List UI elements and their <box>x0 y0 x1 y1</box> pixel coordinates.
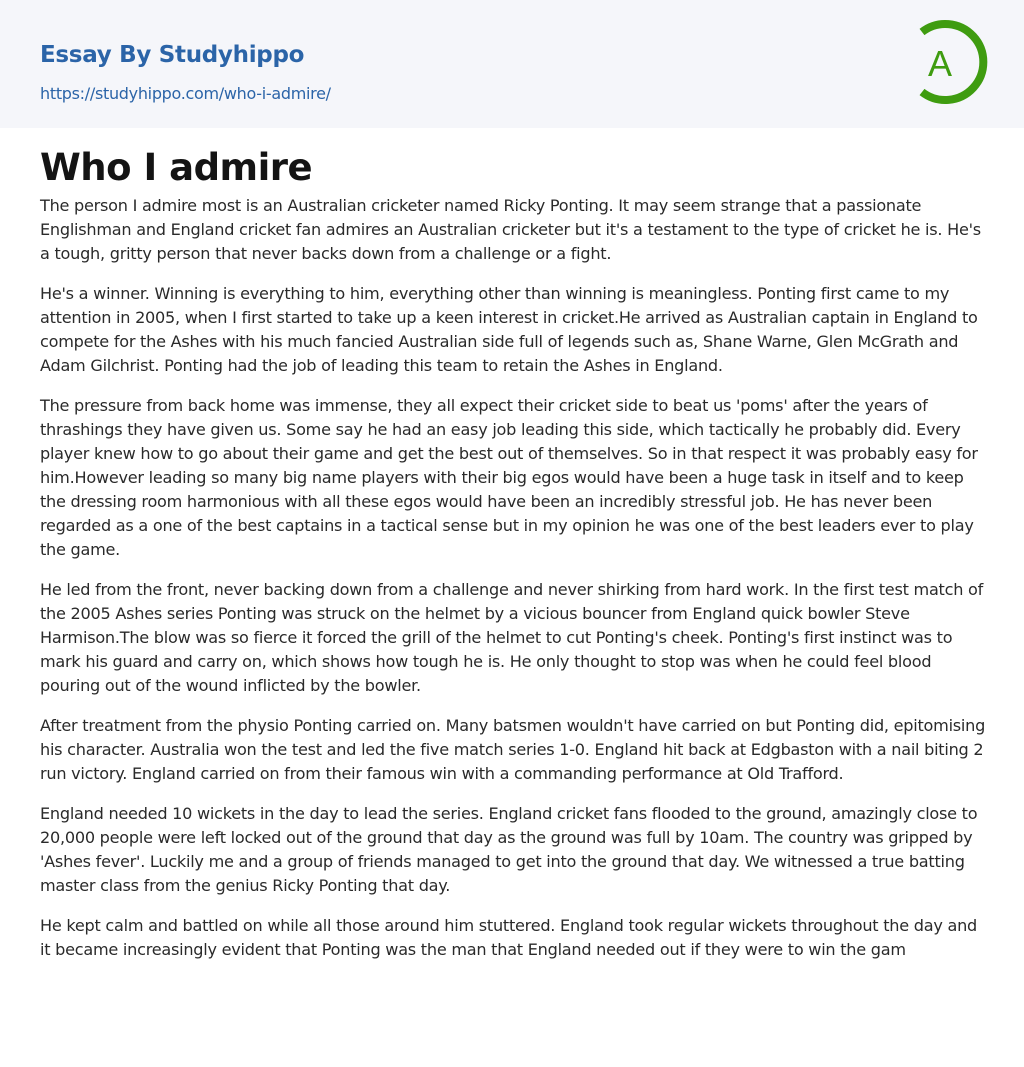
page-title: Who I admire <box>40 146 313 189</box>
brand-title[interactable]: Essay By Studyhippo <box>40 42 305 68</box>
essay-url-link[interactable]: https://studyhippo.com/who-i-admire/ <box>40 84 331 103</box>
essay-paragraph: The pressure from back home was immense, they all expect their cricket side to beat us 'poms' after the years of thrashings they have given us. Some say he had an easy job leading this side, which tactically he probably did. Every player knew how to go about their game and get the best out of themselves. So in that respect it was probably easy for him.However leading so many big name players with their big egos would have been a huge task in itself and to keep the dressing room harmonious with all these egos would have been an incredibly stressful job. He has never been regarded as a one of the best captains in a tactical sense but in my opinion he was one of the best leaders ever to play the game. <box>40 396 978 559</box>
essay-paragraph: The person I admire most is an Australian cricketer named Ricky Ponting. It may seem strange that a passionate Englishman and England cricket fan admires an Australian cricketer but it's a testament to the type of cricket he is. He's a tough, gritty person that never backs down from a challenge or a fight. <box>40 196 981 263</box>
essay-paragraph: He kept calm and battled on while all those around him stuttered. England took regular wickets throughout the day and it became increasingly evident that Ponting was the man that England needed out if they were to win the gam <box>40 916 977 959</box>
essay-paragraph: He led from the front, never backing down from a challenge and never shirking from hard work. In the first test match of the 2005 Ashes series Ponting was struck on the helmet by a vicious bouncer from England quick bowler Steve Harmison.The blow was so fierce it forced the grill of the helmet to cut Ponting's cheek. Ponting's first instinct was to mark his guard and carry on, which shows how tough he is. He only thought to stop was when he could feel blood pouring out of the wound inflicted by the bowler. <box>40 580 984 695</box>
studyhippo-logo-icon[interactable] <box>912 18 988 106</box>
logo-letter: A <box>927 43 953 84</box>
essay-paragraph: England needed 10 wickets in the day to lead the series. England cricket fans flooded to the ground, amazingly close to 20,000 people were left locked out of the ground that day as the ground was full by 10am. The country was gripped by 'Ashes fever'. Luckily me and a group of friends managed to get into the ground that day. We witnessed a true batting master class from the genius Ricky Ponting that day. <box>40 804 978 895</box>
essay-paragraph: He's a winner. Winning is everything to him, everything other than winning is meaningless. Ponting first came to my attention in 2005, when I first started to take up a keen interest in cricket.He arrived as Australian captain in England to compete for the Ashes with his much fancied Australian side full of legends such as, Shane Warne, Glen McGrath and Adam Gilchrist. Ponting had the job of leading this team to retain the Ashes in England. <box>40 284 978 375</box>
essay-body <box>40 194 986 978</box>
essay-paragraph: After treatment from the physio Ponting carried on. Many batsmen wouldn't have carried on but Ponting did, epitomising his character. Australia won the test and led the five match series 1-0. England hit back at Edgbaston with a nail biting 2 run victory. England carried on from their famous win with a commanding performance at Old Trafford. <box>40 716 986 783</box>
